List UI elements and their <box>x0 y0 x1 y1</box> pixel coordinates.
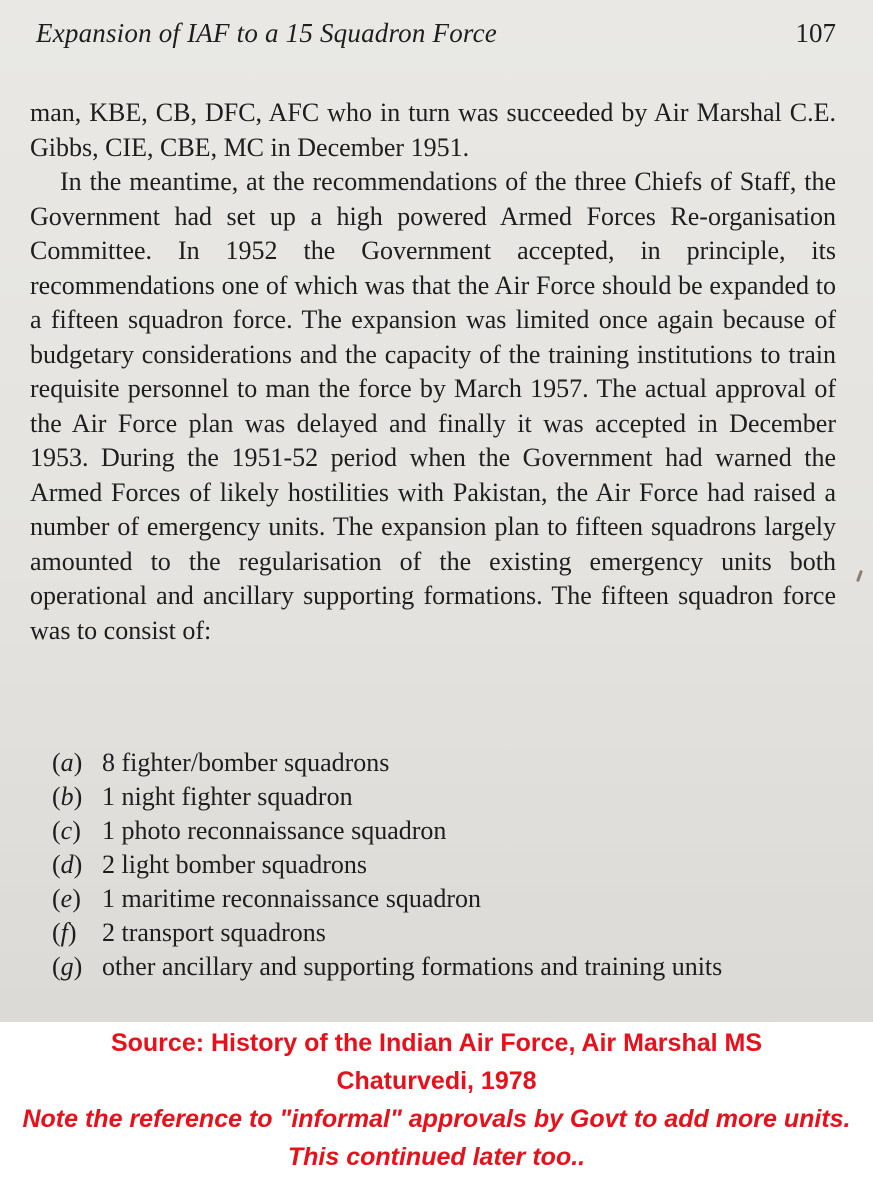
list-marker: (e) <box>52 884 81 913</box>
list-item-text: 2 transport squadrons <box>102 918 326 947</box>
caption-block <box>0 1022 873 1177</box>
list-item-text: 1 night fighter squadron <box>102 782 353 811</box>
list-item <box>52 950 826 984</box>
list-marker: (g) <box>52 952 83 981</box>
note-caption: Note the reference to "informal" approvals by Govt to add more units. This continued later too.. <box>22 1105 851 1171</box>
list-item <box>52 848 826 882</box>
list-marker: (f) <box>52 918 77 947</box>
list-item <box>52 746 826 780</box>
list-item <box>52 814 826 848</box>
list-item-text: 1 photo reconnaissance squadron <box>102 816 447 845</box>
page-number: 107 <box>795 18 836 48</box>
list-item <box>52 780 826 814</box>
list-item-text: other ancillary and supporting formations and training units <box>102 952 723 981</box>
body-text <box>30 96 836 648</box>
list-marker: (d) <box>52 850 83 879</box>
paragraph-main: In the meantime, at the recommendations of the three Chiefs of Staff, the Government had set up a high powered Armed Forces Re-organisation Committee. In 1952 the Government accepted, in principle, its recommendations one of which was that the Air Force should be expanded to a fifteen squadron force. The expansion was limited once again because of budgetary considerations and the capacity of the training institutions to train requisite personnel to man the force by March 1957. The actual approval of the Air Force plan was delayed and finally it was accepted in December 1953. During the 1951-52 period when the Government had warned the Armed Forces of likely hostilities with Pakistan, the Air Force had raised a number of emergency units. The expansion plan to fifteen squadrons largely amounted to the regularisation of the existing emergency units both operational and ancillary supporting formations. The fifteen squadron force was to consist of: <box>30 167 836 645</box>
list-item-text: 1 maritime reconnaissance squadron <box>102 884 482 913</box>
list-marker: (b) <box>52 782 83 811</box>
list-marker: (c) <box>52 816 81 845</box>
list-item-text: 2 light bomber squadrons <box>102 850 368 879</box>
running-title: Expansion of IAF to a 15 Squadron Force <box>36 18 497 48</box>
list-item <box>52 882 826 916</box>
list-marker: (a) <box>52 748 83 777</box>
source-caption: Source: History of the Indian Air Force, Air Marshal MS Chaturvedi, 1978 <box>110 1029 763 1095</box>
squadron-list <box>52 746 826 984</box>
paragraph-continuation: man, KBE, CB, DFC, AFC who in turn was succeeded by Air Marshal C.E. Gibbs, CIE, CBE, MC in December 1951. <box>30 98 836 162</box>
page-mark <box>856 570 863 582</box>
list-item <box>52 916 826 950</box>
list-item-text: 8 fighter/bomber squadrons <box>102 748 390 777</box>
running-head <box>36 18 836 58</box>
